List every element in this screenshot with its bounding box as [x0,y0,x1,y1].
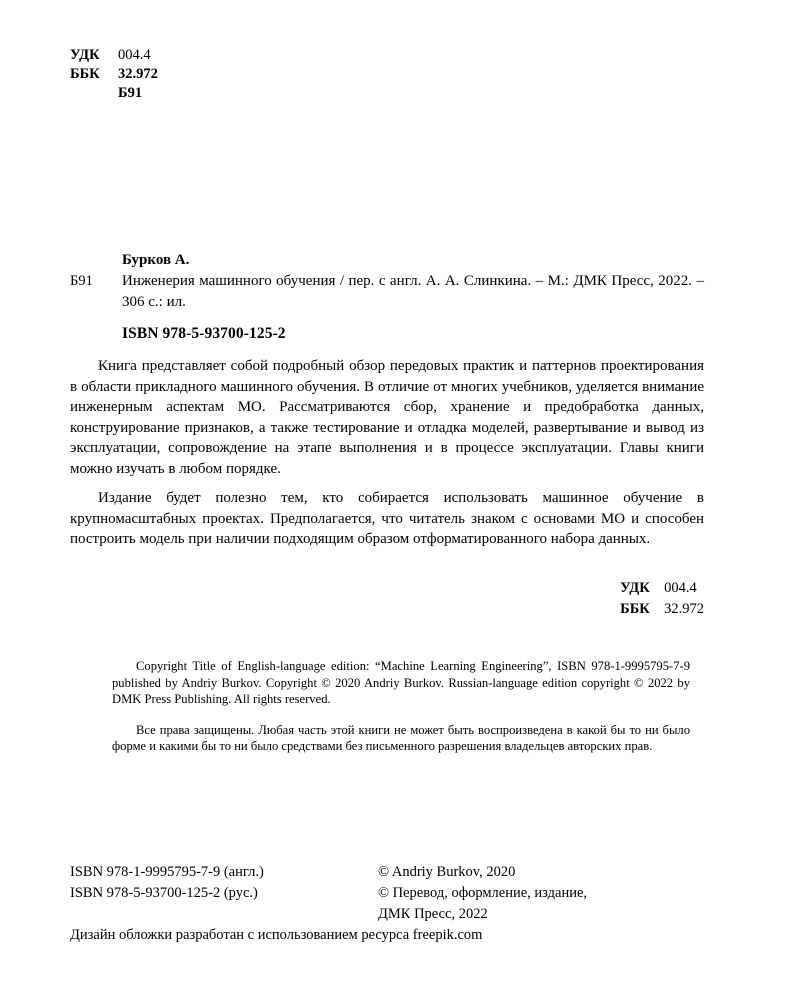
copyright-paragraph-ru: Все права защищены. Любая часть этой книги не может быть воспроизведена в какой бы то ни было форме и какими бы то ни было средствами без письменного разрешения владельцев авторских прав. [112,722,690,753]
book-code-spacer [70,84,118,103]
credit-translation: © Перевод, оформление, издание, [378,885,588,901]
author-name: Бурков А. [122,252,190,268]
udk-value: 004.4 [118,47,151,63]
udk-row-repeat [620,578,704,599]
bbk-label-repeat: ББК [620,601,650,617]
bibliographic-record [70,271,704,312]
credit-publisher: ДМК Пресс, 2022 [378,906,488,922]
credit-author: © Andriy Burkov, 2020 [378,864,516,880]
cover-design-credit: Дизайн обложки разработан с использованием ресурса freepik.com [70,927,483,943]
classification-codes-top [70,46,158,103]
bbk-value-repeat: 32.972 [664,601,704,617]
isbn-credits-block [70,862,730,925]
book-code-value: Б91 [118,85,143,101]
udk-label: УДК [70,47,100,63]
copyright-block [112,658,690,755]
isbn-russian: ISBN 978-5-93700-125-2 (рус.) [70,885,258,901]
isbn-main: ISBN 978-5-93700-125-2 [122,325,286,342]
udk-value-repeat: 004.4 [664,580,697,596]
bottom-spacer [70,904,378,925]
book-description-block [70,250,704,550]
isbn-credit-row-3 [70,904,730,925]
bbk-value: 32.972 [118,66,158,82]
bbk-row [70,65,158,84]
book-code-row [70,84,158,103]
copyright-paragraph-en: Copyright Title of English-language edition: “Machine Learning Engineering”, ISBN 978-1-9995795-7-9 published by Andriy Burkov. Copyright © 2020 Andriy Burkov. Russian-language edition copyright © 2022 by DMK Press Publishing. All rights reserved. [112,659,690,706]
udk-label-repeat: УДК [620,580,650,596]
bbk-row-repeat [620,599,704,620]
annotation-paragraph-2: Издание будет полезно тем, кто собирается использовать машинное обучение в крупномасштабных проектах. Предполагается, что читатель знаком с основами МО и способен построить модель при наличии подходящим образом отформатированного набора данных. [70,490,704,547]
udk-row [70,46,158,65]
bibliographic-text: Инженерия машинного обучения / пер. с англ. А. А. Слинкина. – М.: ДМК Пресс, 2022. – 306 с.: ил. [122,273,704,310]
shelf-marker: Б91 [70,273,93,289]
bbk-label: ББК [70,66,100,82]
isbn-credit-row-2 [70,883,730,904]
annotation-paragraph-1: Книга представляет собой подробный обзор передовых практик и паттернов проектирования в области прикладного машинного обучения. В отличие от многих учебников, уделяется внимание инженерным аспектам МО. Рассматриваются сбор, хранение и предобработка данных, конструирование признаков, а также тестирование и отладка моделей, развертывание и вывод из эксплуатации, сопровождение на этапе выполнения и в процессе эксплуатации. Главы книги можно изучать в любом порядке. [70,358,704,477]
isbn-english: ISBN 978-1-9995795-7-9 (англ.) [70,864,264,880]
isbn-credit-row-1 [70,862,730,883]
classification-codes-repeat [620,578,704,620]
